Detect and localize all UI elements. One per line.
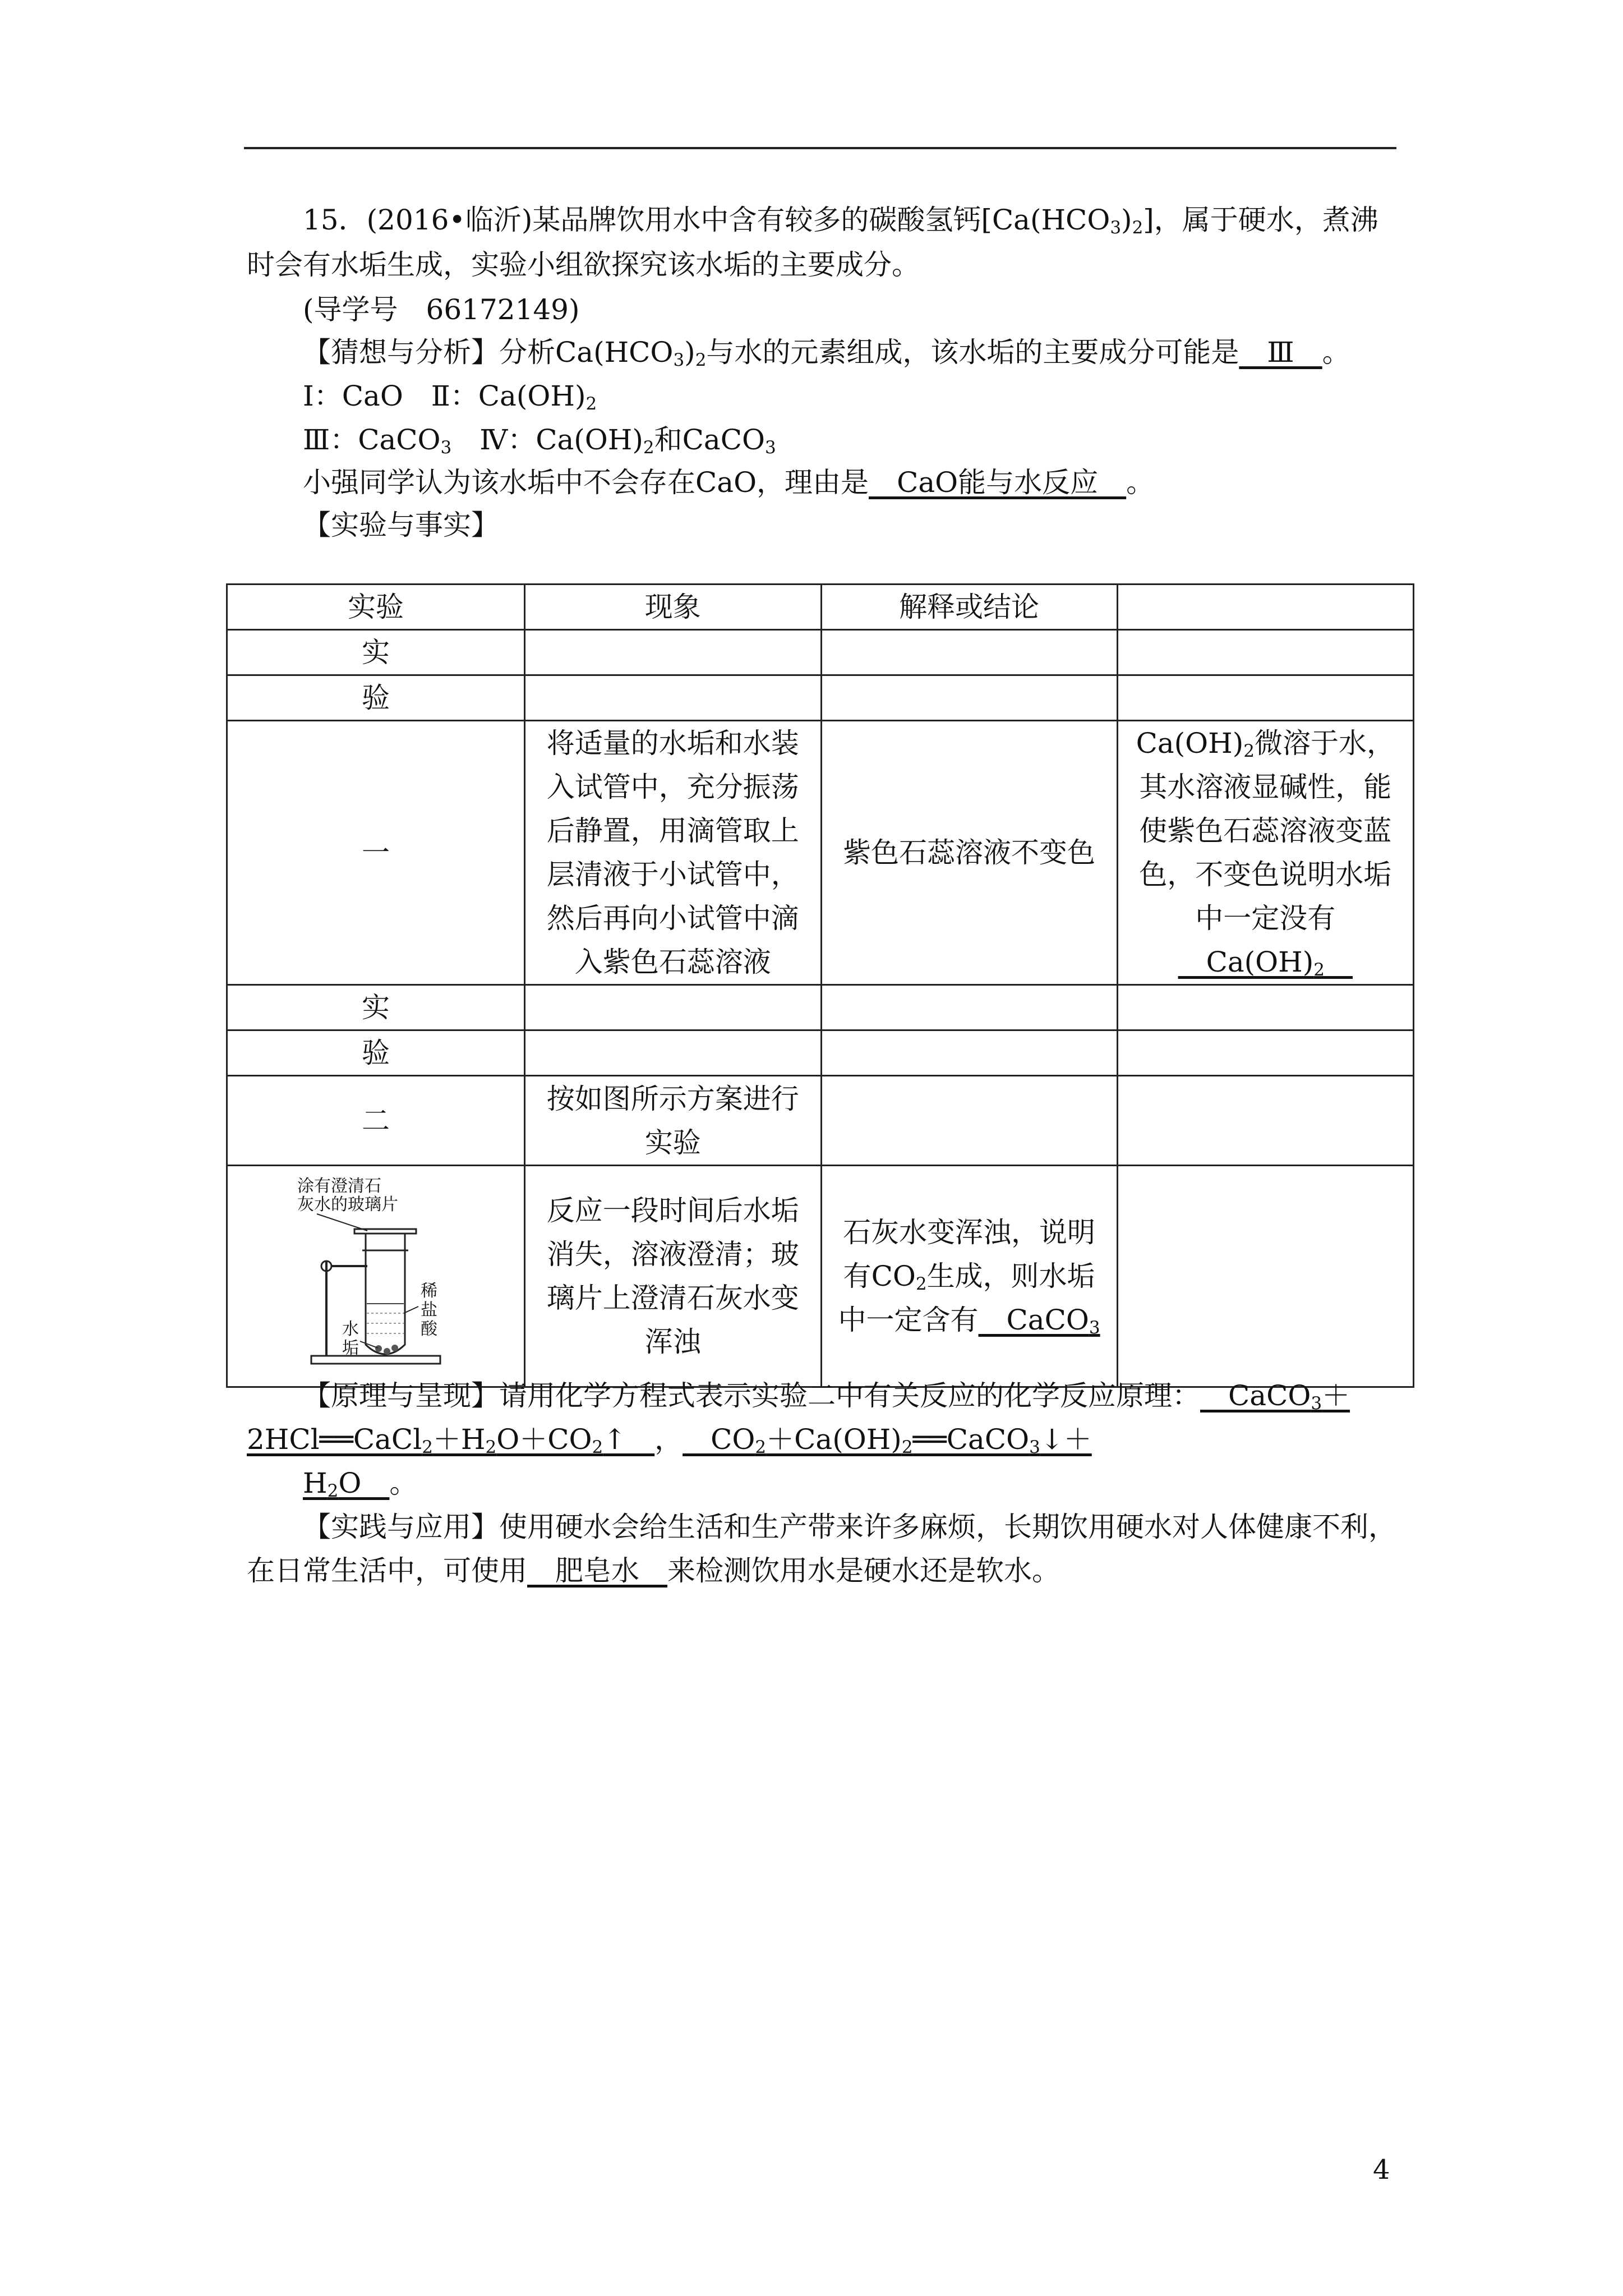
table-row [227,721,1414,985]
problem-line-1: 15．(2016•临沂)某品牌饮用水中含有较多的碳酸氢钙$[Ca(HCO_3)_2]$，属于硬水，煮沸 [303,204,1378,238]
problem-line-2: 时会有水垢生成，实验小组欲探究该水垢的主要成分。 [247,249,920,281]
phenomenon-cell: 反应一段时间后水垢消失，溶液澄清；玻璃片上澄清石灰水变浑浊 [524,1166,821,1387]
answer-blank: __肥皂水__ [527,1554,667,1587]
experiment-table [226,583,1414,1388]
scale-label-2: 垢 [342,1338,359,1358]
glass-label-line2: 灰水的玻璃片 [297,1195,398,1214]
operation-cell: 将适量的水垢和水装入试管中，充分振荡后静置，用滴管取上层清液于小试管中，然后再向小试管中滴入紫色石蕊溶液 [524,721,821,985]
phenomenon-cell: 紫色石蕊溶液不变色 [821,721,1117,985]
answer-blank: __CaCO$_3$＋ [1200,1379,1350,1414]
section-heading-experiment: 【实验与事实】 [303,509,499,541]
guide-number: (导学号 66172149) [303,293,580,326]
apparatus-figure [236,1166,516,1374]
acid-label-3: 酸 [420,1319,437,1339]
principle-line-2: $2HCl══CaCl_2+H_2O+CO_2↑\_\_$，$\_\_CO_2+Ca(OH)_2══CaCO_3↓+$ [247,1423,1092,1457]
glass-label-line1: 涂有澄清石 [297,1176,381,1196]
experiment-label-cell: 验 [227,675,525,721]
scale-label-1: 水 [342,1319,359,1339]
header-cell [1117,585,1413,630]
stand-base [311,1356,440,1364]
practice-line-2: 在日常生活中，可使用__肥皂水__来检测饮用水是硬水还是软水。 [247,1554,1060,1587]
experiment-label-cell: 验 [227,1030,525,1076]
experiment-label-cell: 实 [227,630,525,675]
table-row [227,1166,1414,1387]
conclusion-cell: $Ca(OH)_2$微溶于水，其水溶液显碱性，能使紫色石蕊溶液变蓝色，不变色说明水垢中一定没有$\_\_Ca(OH)_2\_\_$ [1117,721,1413,985]
glass-slide [354,1229,416,1234]
experiment-label-cell: 实 [227,985,525,1030]
acid-label-2: 盐 [420,1300,437,1320]
table-row [227,1030,1414,1076]
option-line-2: Ⅲ：CaCO$_3$ Ⅳ：$Ca(OH)_2$和CaCO$_3$ [303,424,776,458]
answer-blank: __CaO能与水反应__ [869,466,1127,499]
answer-blank: $\_\_Ca(OH)_2\_\_$ [1178,946,1353,980]
table-row [227,630,1414,675]
principle-line-3: $H_2O\_\_$。 [303,1467,418,1501]
header-cell: 实验 [227,585,525,630]
acid-label-1: 稀 [420,1281,437,1301]
header-cell: 解释或结论 [821,585,1117,630]
answer-blank: $\_\_CO_2+Ca(OH)_2══CaCO_3↓+$ [683,1423,1092,1457]
operation-cell: 按如图所示方案进行实验 [524,1076,821,1166]
answer-blank: __CaCO$_3$ [978,1304,1100,1338]
header-cell: 现象 [524,585,821,630]
table-row [227,1076,1414,1166]
table-row [227,675,1414,721]
answer-blank: $2HCl══CaCl_2+H_2O+CO_2↑\_\_$ [247,1423,655,1457]
table-header-row [227,585,1414,630]
option-line-1: Ⅰ：CaO Ⅱ：$Ca(OH)_2$ [303,380,597,414]
apparatus-figure-cell [227,1166,525,1387]
reason-line: 小强同学认为该水垢中不会存在CaO，理由是__CaO能与水反应__。 [303,466,1155,499]
answer-blank: __Ⅲ__ [1239,336,1322,369]
answer-blank: $H_2O\_\_$ [303,1467,390,1501]
conclusion-cell: 石灰水变浑浊，说明有$CO_2$生成，则水垢中一定含有__CaCO$_3$ [821,1166,1117,1387]
page-number: 4 [1373,2154,1390,2185]
header-rule [244,147,1396,149]
test-tube [366,1234,405,1354]
practice-line-1: 【实践与应用】使用硬水会给生活和生产带来许多麻烦，长期饮用硬水对人体健康不利， [303,1511,1396,1543]
hypothesis-line: 【猜想与分析】分析$Ca(HCO_3)_2$与水的元素组成，该水垢的主要成分可能是__Ⅲ__。 [303,336,1350,370]
table-row [227,985,1414,1030]
experiment-label-cell: 二 [227,1076,525,1166]
experiment-label-cell: 一 [227,721,525,985]
principle-line-1: 【原理与呈现】请用化学方程式表示实验二中有关反应的化学反应原理：__CaCO$_3$＋ [303,1379,1350,1414]
